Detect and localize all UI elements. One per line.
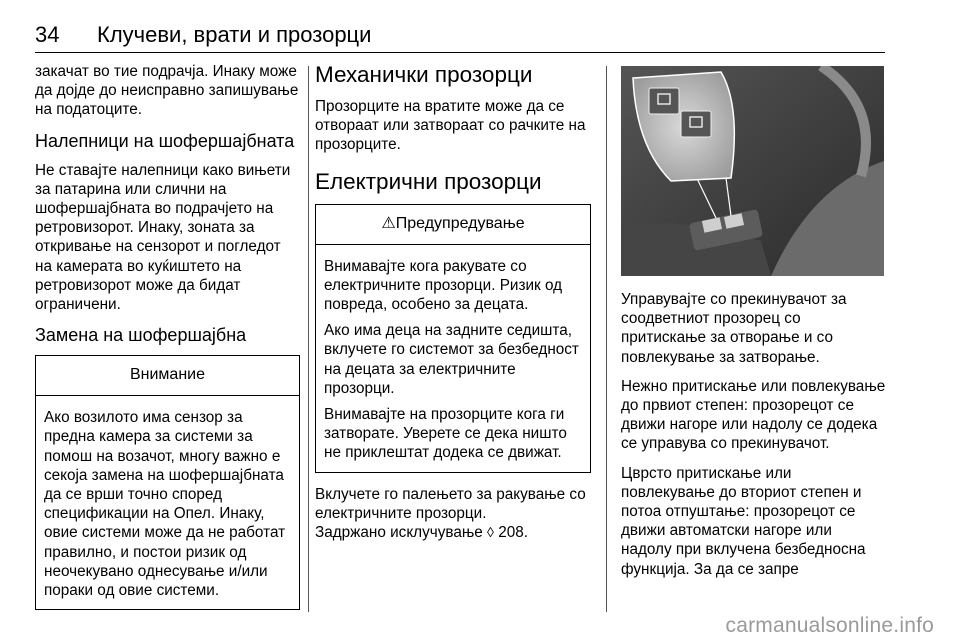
warning-header <box>316 205 590 245</box>
warning-text-1: Внимавајте кога ракувате со електричните прозорци. Ризик од повреда, особено за децата. <box>324 257 563 314</box>
retained-power-off: Задржано исклучување <box>315 524 483 542</box>
page-ref-arrow-icon: ◊ <box>487 524 494 541</box>
switch-text-1: Управувајте со прекинувачот за соодветниот прозорец со притискање за отворање и со повлекување за затворање. <box>621 291 847 366</box>
warning-text-2: Ако има деца на задните седишта, вклучете го системот за безбедност на децата за електричните прозорци. <box>324 322 579 397</box>
electric-windows-heading: Електрични прозорци <box>315 168 542 194</box>
window-switch-photo <box>621 66 884 276</box>
warning-title: Предупредување <box>395 214 525 232</box>
column-left <box>35 62 300 622</box>
ignition-text <box>315 485 591 543</box>
intro-text: закачат во тие подрачја. Инаку може да дојде до неисправно запишување на податоците. <box>35 63 299 119</box>
switch-text-2: Нежно притискање или повлекување до првиот степен: прозорецот се движи нагоре или надолу се додека се управува со прекинувачот. <box>621 377 886 453</box>
header-rule <box>35 52 885 53</box>
notice-text: Ако возилото има сензор за предна камера за системи за помош на возачот, многу важно е секоја замена на шофершајбната да се врши точно според спецификации на Опел. Инаку, овие системи може да не работат правилно, и постои ризик од неочекувано однесување и/или пораки од овие системи. <box>44 409 286 600</box>
stickers-heading: Налепници на шофершајбната <box>35 130 295 151</box>
window-switch-illustration <box>621 66 884 276</box>
switch-text-3: Цврсто притискање или повлекување до вториот степен и потоа отпуштање: прозорецот се движи автоматски нагоре или надолу при вклучена безбедносна функција. За да се запре <box>621 464 866 578</box>
column-divider <box>308 66 309 612</box>
notice-title: Внимание <box>36 356 299 396</box>
warning-box <box>315 204 591 473</box>
column-middle <box>315 62 591 542</box>
column-divider-2 <box>606 66 607 612</box>
page-number: 34 <box>35 22 60 47</box>
chapter-title: Клучеви, врати и прозорци <box>97 22 372 47</box>
manual-windows-text: Прозорците на вратите може да се отвораат или затвораат со рачките на прозорците. <box>315 98 586 154</box>
manual-windows-heading: Механички прозорци <box>315 62 533 87</box>
warning-triangle-icon: ⚠ <box>381 214 396 232</box>
page-header <box>35 22 371 48</box>
notice-box <box>35 355 300 610</box>
column-right <box>621 66 886 589</box>
warning-text-3: Внимавајте на прозорците кога ги затворате. Уверете се дека ништо не приклештат додека се движат. <box>324 406 567 462</box>
watermark: carmanualsonline.info <box>725 614 934 637</box>
replace-heading: Замена на шофершајбна <box>35 325 247 346</box>
ignition-sentence: Вклучете го палењето за ракување со електричните прозорци. <box>315 485 586 522</box>
page-ref[interactable]: 208. <box>498 524 528 542</box>
stickers-text: Не ставајте налепници како вињети за патарина или слични на шофершајбната во подрачјето на ретровизорот. Инаку, зоната за откривање на сензорот и погледот на камерата во куќиштето на ретровизорот може да бидат ограничени. <box>35 161 291 314</box>
